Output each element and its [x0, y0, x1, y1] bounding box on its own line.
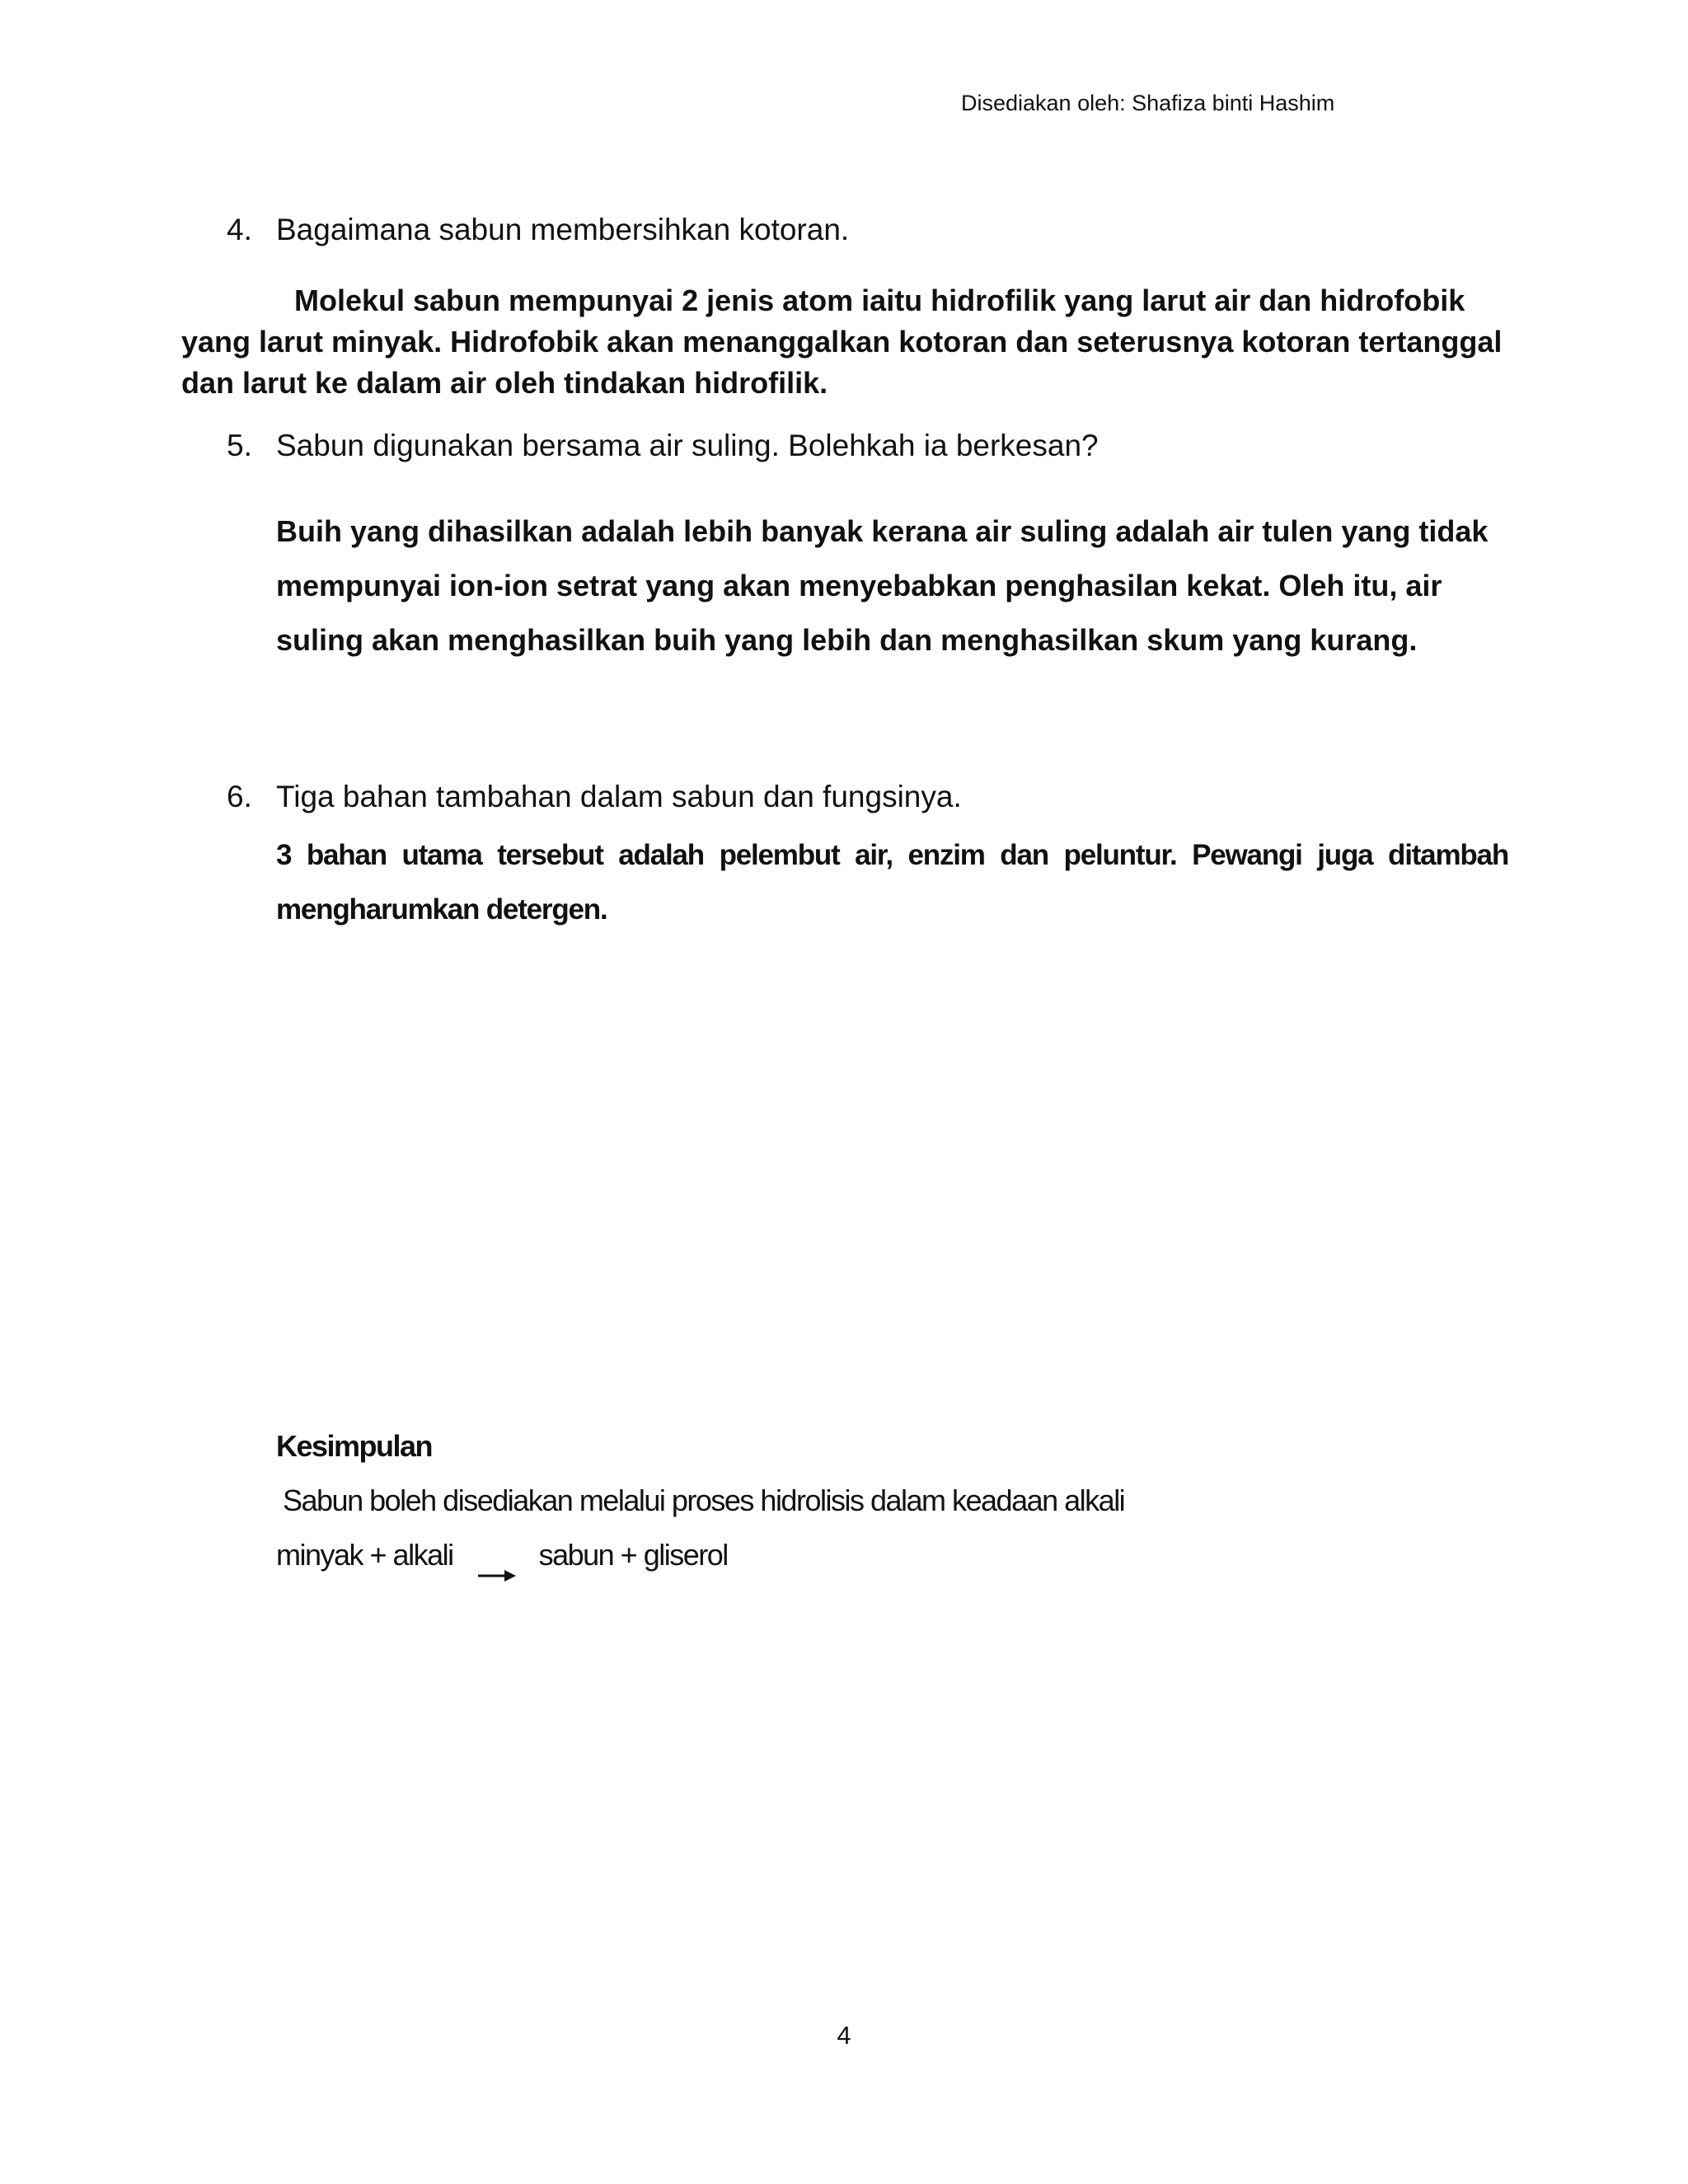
conclusion-section [276, 1419, 1124, 1582]
conclusion-statement: Sabun boleh disediakan melalui proses hidrolisis dalam keadaan alkali [283, 1483, 1125, 1517]
answer-4 [181, 280, 1508, 404]
question-number: 6. [227, 780, 252, 813]
question-5 [227, 429, 1099, 463]
question-6 [227, 780, 962, 814]
right-arrow-icon-graphic [476, 1568, 518, 1584]
page-number: 4 [837, 2021, 851, 2050]
question-4 [227, 213, 849, 247]
question-number: 5. [227, 429, 252, 462]
reaction-products: sabun + gliserol [538, 1538, 728, 1572]
right-arrow-icon [476, 1547, 518, 1563]
question-number: 4. [227, 213, 252, 246]
answer-5: Buih yang dihasilkan adalah lebih banyak kerana air suling adalah air tulen yang tidak mempunyai ion-ion setrat yang akan menyebabkan penghasilan kekat. Oleh itu, air suling akan menghasilkan buih yang lebih dan menghasilkan skum yang kurang. [276, 514, 1489, 657]
answer-text: Molekul sabun mempunyai 2 jenis atom iaitu hidrofilik yang larut air dan hidrofobik yang larut minyak. Hidrofobik akan menanggalkan kotoran dan seterusnya kotoran tertanggal dan larut ke dalam air oleh tindakan hidrofilik. [181, 284, 1503, 400]
reaction-reactants: minyak + alkali [276, 1538, 453, 1572]
question-text: Bagaimana sabun membersihkan kotoran. [276, 213, 850, 246]
question-text: Tiga bahan tambahan dalam sabun dan fungsinya. [276, 780, 962, 813]
reaction-equation [276, 1528, 1124, 1582]
answer-6: 3 bahan utama tersebut adalah pelembut air, enzim dan peluntur. Pewangi juga ditambah mengharumkan detergen. [276, 839, 1508, 926]
conclusion-title: Kesimpulan [276, 1429, 433, 1463]
author-header: Disediakan oleh: Shafiza binti Hashim [961, 91, 1335, 115]
question-text: Sabun digunakan bersama air suling. Bolehkah ia berkesan? [276, 429, 1099, 462]
